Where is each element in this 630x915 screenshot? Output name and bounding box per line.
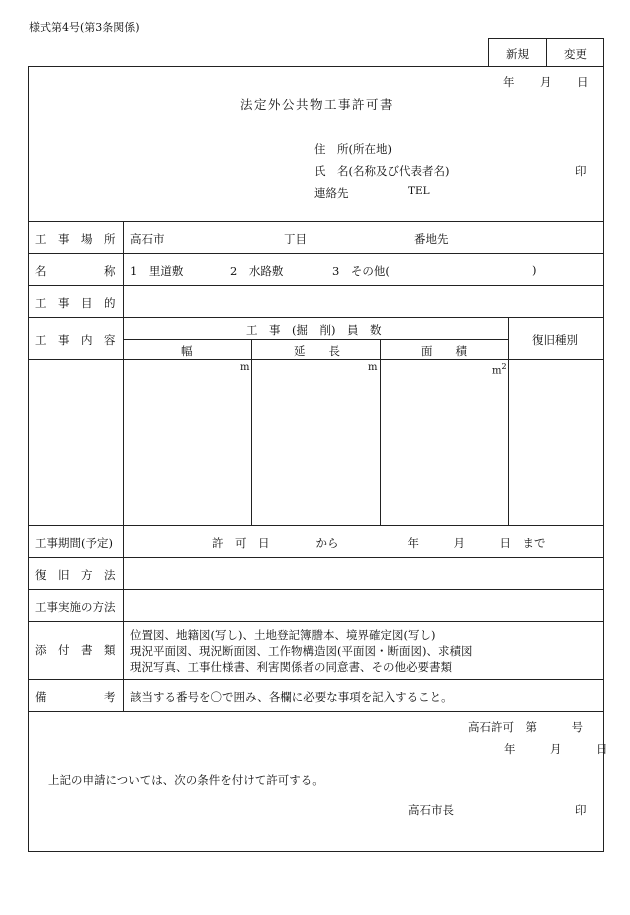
row-divider (28, 589, 604, 590)
attachments-line-3: 現況写真、工事仕様書、利害関係者の同意書、その他必要書類 (130, 660, 452, 674)
name-option-3-close: ) (532, 263, 537, 277)
column-divider (251, 339, 252, 525)
date-year: 年 (503, 75, 515, 89)
form-number: 様式第4号(第3条関係) (29, 21, 140, 34)
applicant-seal: 印 (575, 164, 587, 178)
location-label: 工 事 場 所 (35, 232, 116, 246)
name-row-label: 名 称 (35, 264, 116, 278)
col-restore-header: 復旧種別 (532, 333, 578, 347)
remarks-label: 備 考 (35, 690, 116, 704)
content-label: 工 事 内 容 (35, 333, 116, 347)
label-column-divider (123, 221, 124, 711)
row-divider (28, 285, 604, 286)
name-option-3[interactable]: 3 その他( (332, 264, 390, 278)
row-divider (28, 711, 604, 712)
period-label: 工事期間(予定) (35, 536, 113, 550)
tel-label: TEL (408, 185, 430, 197)
name-label: 氏 名(名称及び代表者名) (314, 164, 450, 178)
status-box-new[interactable] (488, 38, 547, 67)
row-divider (28, 253, 604, 254)
row-divider (28, 621, 604, 622)
row-divider (28, 359, 604, 360)
remarks-text: 該当する番号を〇で囲み、各欄に必要な事項を記入すること。 (130, 690, 453, 704)
content-header: 工 事 (掘 削) 員 数 (246, 323, 382, 337)
name-option-2[interactable]: 2 水路敷 (230, 264, 284, 278)
status-box-change[interactable] (546, 38, 604, 67)
status-change-label: 変更 (564, 47, 587, 61)
status-new-label: 新規 (506, 47, 529, 61)
purpose-label: 工 事 目 的 (35, 296, 116, 310)
attachments-line-2: 現況平面図、現況断面図、工作物構造図(平面図・断面図)、求積図 (130, 644, 473, 658)
row-divider (28, 317, 604, 318)
row-divider (28, 525, 604, 526)
document-title: 法定外公共物工事許可書 (240, 97, 395, 112)
col-area-header: 面 積 (421, 344, 467, 358)
row-divider (28, 679, 604, 680)
approval-date: 年 月 日 (504, 742, 608, 756)
approval-statement: 上記の申請については、次の条件を付けて許可する。 (48, 773, 324, 787)
date-month: 月 (540, 75, 552, 89)
name-option-1[interactable]: 1 里道敷 (130, 264, 184, 278)
contact-label: 連絡先 (314, 186, 349, 200)
col-width-header: 幅 (181, 344, 193, 358)
column-divider (380, 339, 381, 525)
area-unit: $m^2$ (492, 362, 507, 377)
column-divider (508, 317, 509, 525)
method-label: 工事実施の方法 (35, 600, 116, 614)
col-length-header: 延 長 (294, 344, 340, 358)
row-divider (28, 557, 604, 558)
date-day: 日 (577, 75, 589, 89)
length-unit: m (368, 362, 378, 373)
address-label: 住 所(所在地) (314, 142, 392, 156)
permit-number: 高石許可 第 号 (468, 720, 583, 734)
width-unit: m (240, 362, 250, 373)
attachments-line-1: 位置図、地籍図(写し)、土地登記簿謄本、境界確定図(写し) (130, 628, 436, 642)
mayor-label: 高石市長 (408, 803, 454, 817)
location-chome: 丁目 (284, 232, 307, 246)
location-banchi: 番地先 (414, 232, 449, 246)
attachments-label: 添 付 書 類 (35, 643, 116, 657)
period-text: 許 可 日 から 年 月 日 まで (212, 536, 546, 550)
location-city: 高石市 (130, 232, 165, 246)
mayor-seal: 印 (575, 803, 587, 817)
row-divider (28, 221, 604, 222)
restore-method-label: 復 旧 方 法 (35, 568, 116, 582)
row-divider (123, 339, 508, 340)
